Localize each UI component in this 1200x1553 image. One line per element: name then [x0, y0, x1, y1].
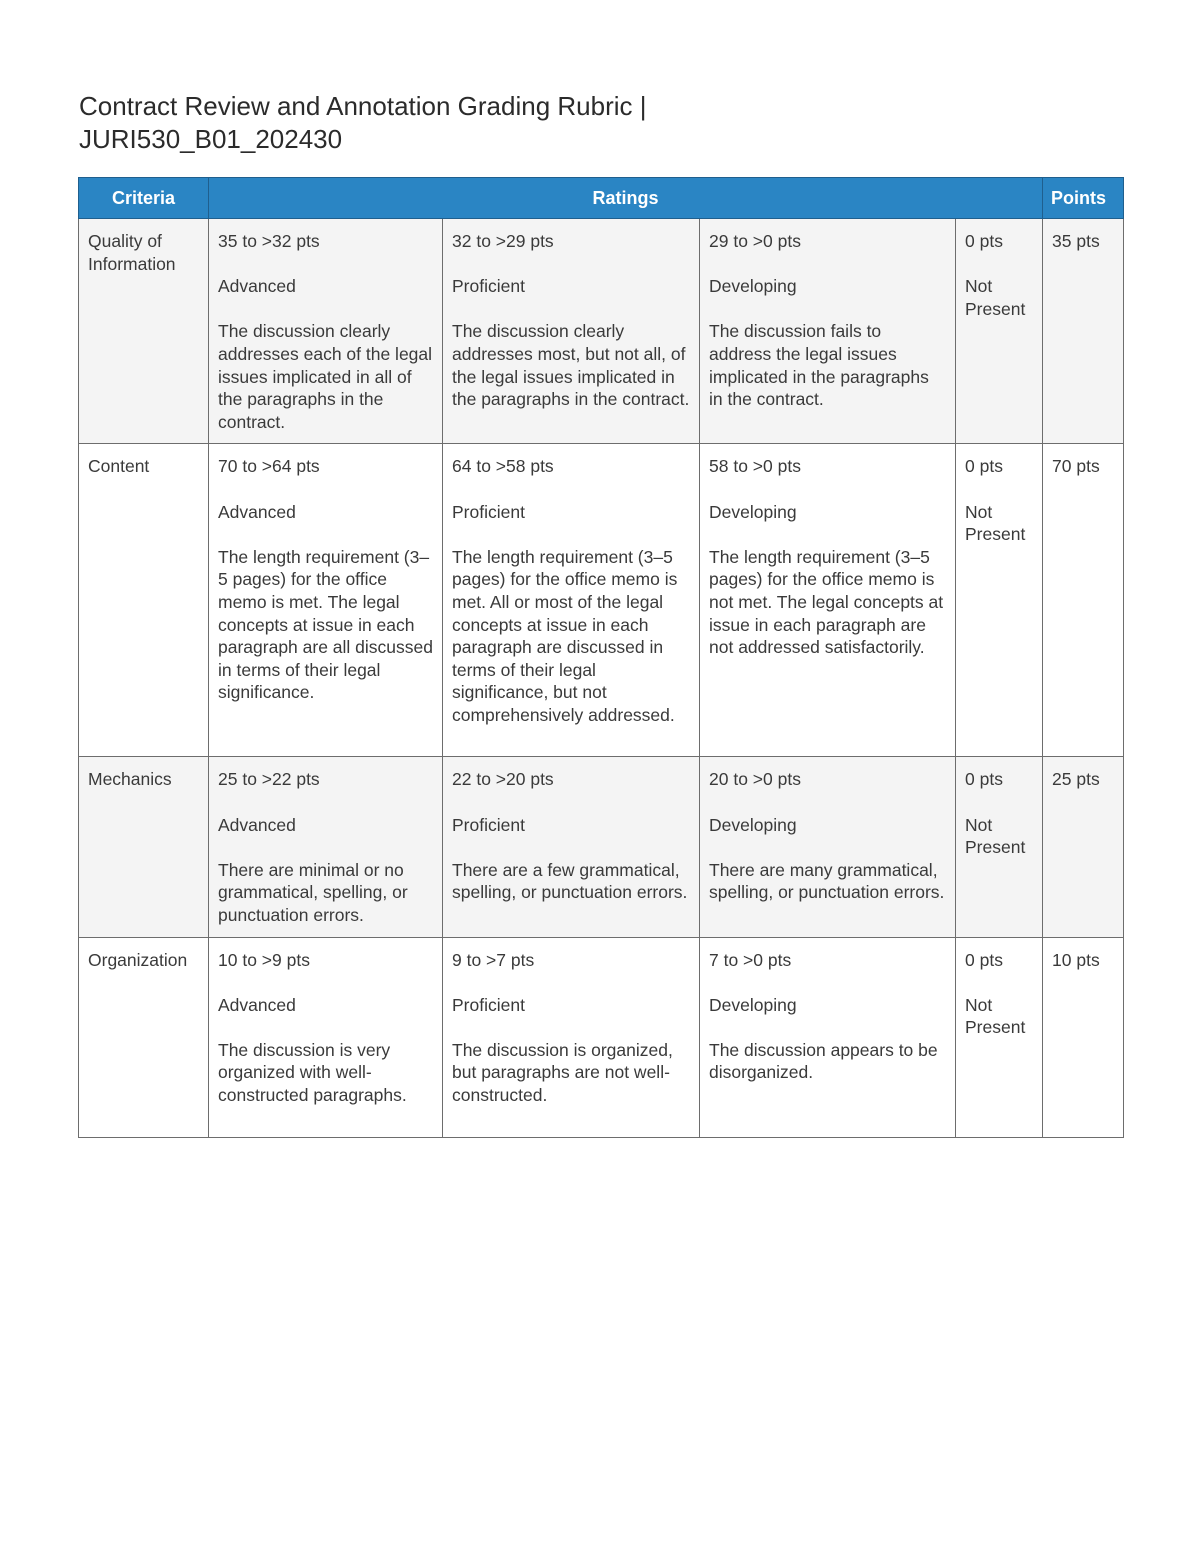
rating-cell-developing: [700, 444, 956, 757]
criterion-cell: Mechanics: [79, 757, 209, 937]
points-header: Points: [1043, 178, 1124, 219]
rating-range: 70 to >64 pts: [218, 456, 320, 477]
rating-description: The discussion is organized, but paragraphs are not well-constructed.: [452, 1039, 673, 1106]
criterion-cell: Organization: [79, 937, 209, 1137]
criterion-cell: Quality of Information: [79, 219, 209, 444]
rating-cell-not-present: [956, 757, 1043, 937]
rating-label: Not Present: [965, 994, 1026, 1038]
rating-range: 35 to >32 pts: [218, 231, 320, 251]
rating-range: 0 pts: [965, 231, 1003, 251]
points-cell: 70 pts: [1043, 444, 1124, 757]
rubric-header-row: [79, 178, 1124, 219]
rating-description: The discussion clearly addresses most, but not all, of the legal issues implicated in the paragraphs in the contract.: [452, 321, 690, 410]
rating-range: 7 to >0 pts: [709, 949, 792, 970]
rating-range: 9 to >7 pts: [452, 949, 535, 970]
rating-description: The discussion is very organized with well-constructed paragraphs.: [218, 1039, 407, 1106]
rating-label: Developing: [709, 814, 797, 835]
rating-label: Proficient: [452, 814, 525, 835]
rating-label: Not Present: [965, 276, 1026, 319]
points-cell: 35 pts: [1043, 219, 1124, 444]
rating-label: Proficient: [452, 501, 525, 522]
rating-range: 0 pts: [965, 949, 1003, 970]
rubric-table: [78, 177, 1124, 1138]
rating-description: The discussion appears to be disorganized.: [709, 1039, 938, 1083]
rating-range: 25 to >22 pts: [218, 769, 320, 790]
rating-cell-proficient: [443, 757, 700, 937]
rating-cell-advanced: [209, 219, 443, 444]
criteria-header: Criteria: [79, 178, 209, 219]
rating-label: Proficient: [452, 276, 525, 297]
rating-range: 20 to >0 pts: [709, 769, 801, 790]
rating-range: 29 to >0 pts: [709, 231, 801, 251]
rating-cell-developing: [700, 937, 956, 1137]
rating-range: 32 to >29 pts: [452, 231, 554, 251]
rating-description: The length requirement (3–5 pages) for the office memo is not met. The legal concepts at issue in each paragraph are not addressed satisfactorily.: [709, 546, 944, 658]
ratings-header: Ratings: [209, 178, 1043, 219]
page-title-line2: JURI530_B01_202430: [79, 124, 343, 154]
rating-range: 64 to >58 pts: [452, 456, 554, 477]
page-title: [79, 90, 1079, 156]
rating-label: Developing: [709, 501, 797, 522]
points-cell: 10 pts: [1043, 937, 1124, 1137]
rating-cell-developing: [700, 757, 956, 937]
rating-label: Advanced: [218, 994, 296, 1015]
rating-cell-not-present: [956, 219, 1043, 444]
rating-description: The length requirement (3–5 pages) for the office memo is met. All or most of the legal concepts at issue in each paragraph are discussed in terms of their legal significance, but not comprehensively addressed.: [452, 546, 678, 725]
rating-description: There are minimal or no grammatical, spelling, or punctuation errors.: [218, 859, 408, 925]
rating-range: 0 pts: [965, 769, 1003, 790]
rating-range: 22 to >20 pts: [452, 769, 554, 790]
rating-description: There are a few grammatical, spelling, or punctuation errors.: [452, 859, 688, 903]
rating-label: Not Present: [965, 501, 1026, 545]
rating-cell-not-present: [956, 937, 1043, 1137]
criterion-cell: Content: [79, 444, 209, 757]
rating-cell-advanced: [209, 444, 443, 757]
rating-range: 58 to >0 pts: [709, 456, 801, 477]
rating-description: The discussion clearly addresses each of the legal issues implicated in all of the paragraphs in the contract.: [218, 321, 433, 432]
rating-cell-advanced: [209, 937, 443, 1137]
rating-description: The discussion fails to address the legal issues implicated in the paragraphs in the contract.: [709, 321, 929, 410]
rating-cell-not-present: [956, 444, 1043, 757]
rating-label: Proficient: [452, 994, 525, 1015]
rubric-row-content: [79, 444, 1124, 757]
rating-label: Developing: [709, 994, 797, 1015]
rating-label: Advanced: [218, 501, 296, 522]
rating-cell-advanced: [209, 757, 443, 937]
rating-description: There are many grammatical, spelling, or punctuation errors.: [709, 859, 945, 903]
rating-cell-proficient: [443, 937, 700, 1137]
rating-range: 0 pts: [965, 456, 1003, 477]
rating-range: 10 to >9 pts: [218, 949, 310, 970]
page-title-line1: Contract Review and Annotation Grading Rubric |: [79, 91, 647, 121]
rubric-row-mechanics: [79, 757, 1124, 937]
rating-cell-developing: [700, 219, 956, 444]
rating-label: Developing: [709, 276, 797, 297]
rating-label: Advanced: [218, 276, 296, 297]
rating-cell-proficient: [443, 219, 700, 444]
rating-cell-proficient: [443, 444, 700, 757]
points-cell: 25 pts: [1043, 757, 1124, 937]
rating-description: The length requirement (3–5 pages) for the office memo is met. The legal concepts at issue in each paragraph are all discussed in terms of their legal significance.: [218, 546, 433, 703]
rubric-row-organization: [79, 937, 1124, 1137]
rating-label: Advanced: [218, 814, 296, 835]
rubric-row-quality: [79, 219, 1124, 444]
rating-label: Not Present: [965, 814, 1026, 858]
